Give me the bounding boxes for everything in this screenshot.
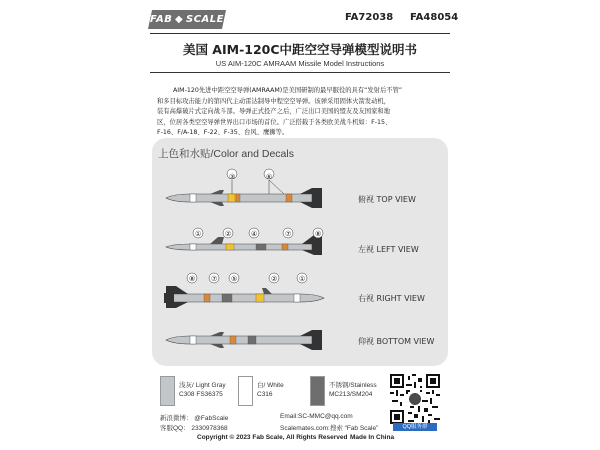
intro-line: 和多目标攻击能力的第四代主动雷达制导中程空空导弹。该弹采用固体火箭发动机， [157, 97, 390, 105]
header-divider-bottom [150, 72, 450, 73]
callout-right-2: ② [271, 275, 278, 283]
fab-scale-logo [148, 10, 226, 29]
header-divider-top [150, 33, 450, 34]
qr-code-icon [390, 374, 440, 424]
contact-scalemates: Scalemates.com:搜索 “Fab Scale” [280, 425, 379, 432]
footer-copyright: Copyright © 2023 Fab Scale, All Rights Reserved [197, 434, 348, 441]
page-title-en: US AIM-120C AMRAAM Missile Model Instructions [215, 59, 385, 68]
callout-top-3: ③ [229, 173, 236, 181]
swatch-code: MC213/SM204 [329, 391, 373, 398]
intro-line: 装有高爆破片式定向战斗部。导弹正式投产之后，广泛出口美国的盟友及友国家和地 [157, 108, 390, 115]
product-code-2: FA48054 [410, 12, 459, 23]
callout-right-7: ⑦ [211, 275, 218, 283]
callout-left-2: ② [225, 230, 232, 238]
logo-text-right: SCALE [186, 14, 225, 25]
contact-weibo: 新浪微博： @FabScale [160, 415, 229, 422]
callout-left-8: ⑧ [315, 230, 322, 238]
page-title-zh: 美国 AIM-120C中距空空导弹模型说明书 [182, 42, 418, 57]
callout-top-6: ⑥ [266, 173, 273, 181]
intro-line: 区，位居各类空空导弹世界出口市场的首位。广泛搭载于各类欧美战斗机如：F-15、 [157, 118, 392, 126]
missile-views-diagram [152, 150, 448, 362]
view-label-bottom: 仰视 BOTTOM VIEW [358, 337, 435, 346]
intro-line: AIM-120先进中距空空导弹(AMRAAM)是美国研制的最早服役的具有“发射后不管” [173, 87, 403, 94]
callout-right-8: ⑧ [189, 275, 196, 283]
view-label-left: 左视 LEFT VIEW [358, 245, 419, 254]
callout-right-1: ① [299, 275, 306, 283]
logo-text-left: FAB [149, 14, 173, 25]
swatch-chip [310, 376, 325, 406]
swatch-name: 白/ White [257, 382, 284, 389]
missile-bottom-view [166, 330, 322, 350]
product-code-1: FA72038 [345, 12, 394, 23]
logo-separator-icon: ◆ [175, 14, 184, 25]
swatch-code: C316 [257, 391, 273, 398]
callout-left-7: ⑦ [285, 230, 292, 238]
swatch-code: C308 FS36375 [179, 391, 223, 398]
callout-right-5: ⑤ [231, 275, 238, 283]
contact-qq: 客服QQ： 2330978368 [160, 425, 228, 432]
view-label-right: 右视 RIGHT VIEW [358, 294, 425, 303]
callout-left-1: ① [195, 230, 202, 238]
missile-left-view [166, 228, 323, 255]
intro-line: F-16、F/A-18、F-22、F-35、台风、鹰狮等。 [157, 129, 289, 136]
qr-avatar-icon [409, 393, 421, 405]
intro-paragraph [157, 86, 445, 139]
swatch-name: 不锈钢/Stainless [329, 382, 377, 389]
panel-title: 上色和水贴/Color and Decals [158, 148, 294, 160]
view-label-top: 俯视 TOP VIEW [358, 195, 416, 204]
swatch-chip [238, 376, 253, 406]
swatch-name: 浅灰/ Light Gray [179, 382, 226, 389]
footer-made-in: Made In China [350, 434, 395, 441]
callout-left-4: ④ [251, 230, 258, 238]
contact-email: Email:SC-MMC@qq.com [280, 413, 353, 420]
missile-top-view [166, 169, 322, 208]
qr-label: QQ服务群 [393, 423, 437, 431]
swatch-chip [160, 376, 175, 406]
